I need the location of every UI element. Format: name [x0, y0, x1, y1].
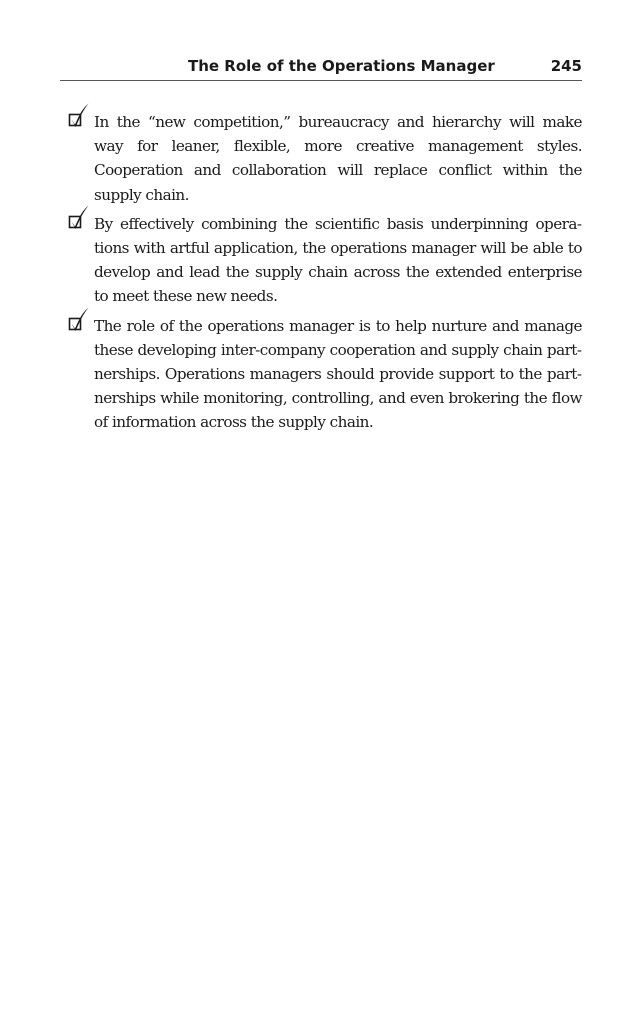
running-head: [60, 54, 582, 80]
page-number: 245: [550, 57, 582, 75]
bullet-item: [68, 212, 582, 309]
bullet-text: In the “new competition,” bureaucracy and hierarchy will make way for leaner, flexible, more creative management styles. Cooperation and collaboration will replace conflict within the supply chain.: [94, 113, 582, 204]
bullet-list: [68, 110, 582, 440]
bullet-item: [68, 110, 582, 207]
bullet-item: [68, 314, 582, 435]
running-title: The Role of the Operations Manager: [188, 57, 495, 75]
bullet-text: The role of the operations manager is to help nurture and manage these developing inter-company cooperation and supply chain partnerships. Operations managers should provide support to the partnerships while monitoring, controlling, and even brokering the flow of information across the supply chain.: [94, 316, 582, 432]
checkbox-check-icon: [68, 102, 90, 130]
header-rule: [60, 80, 582, 81]
checkbox-check-icon: [68, 204, 90, 232]
checkbox-check-icon: [68, 306, 90, 334]
bullet-text: By effectively combining the scientific basis underpinning operations with artful application, the operations manager will be able to develop and lead the supply chain across the extended enterprise to meet these new needs.: [94, 214, 582, 306]
